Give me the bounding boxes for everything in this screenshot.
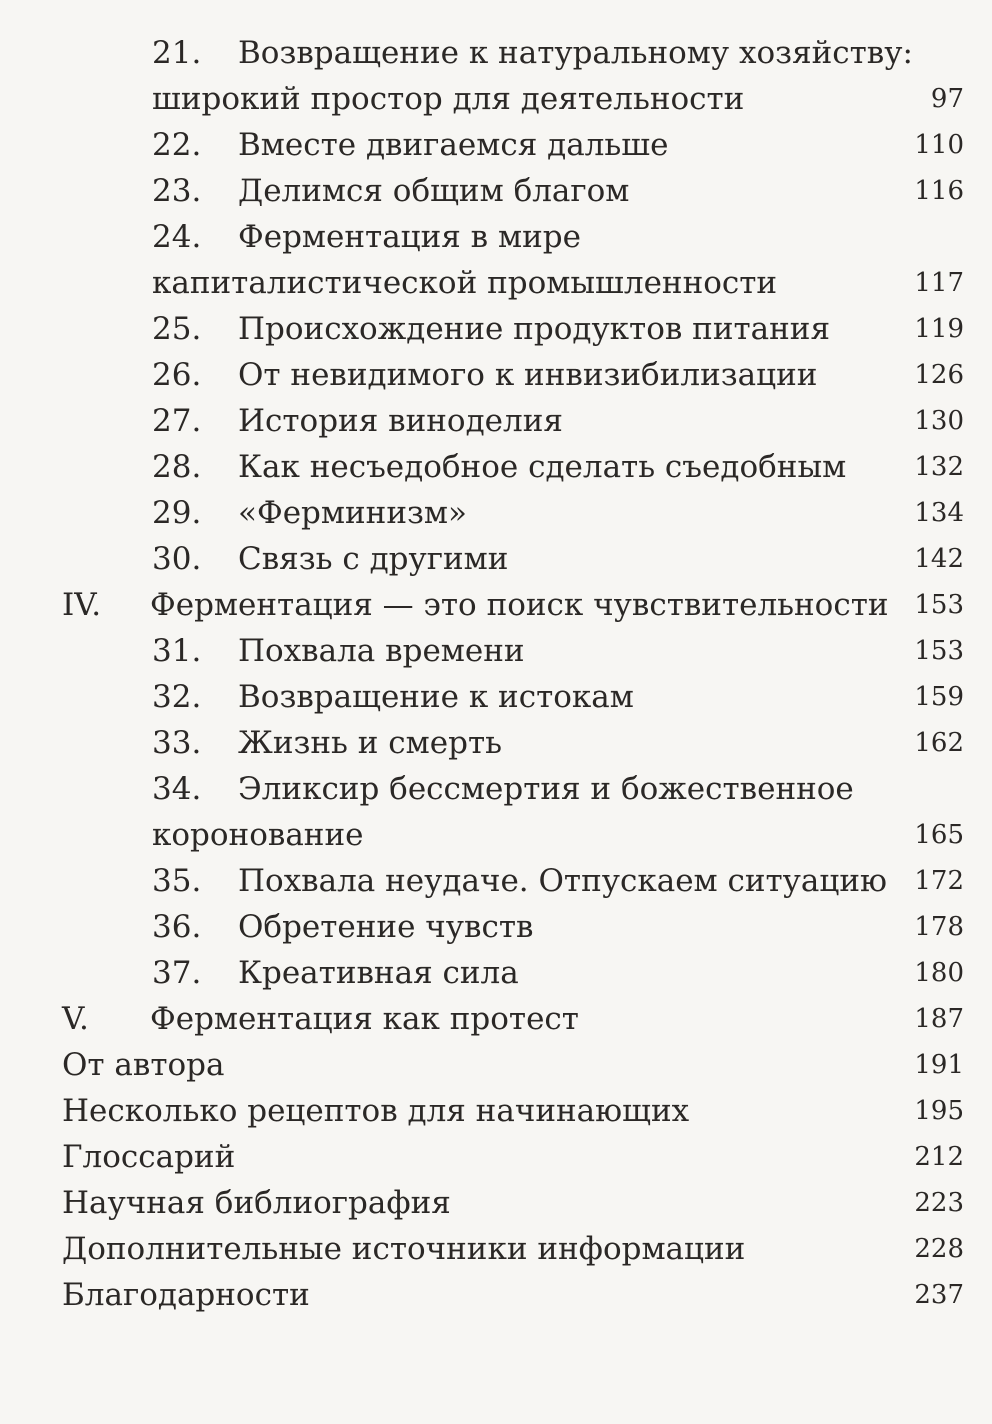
entry-title: История виноделия: [238, 403, 563, 439]
entry-number: 24.: [152, 219, 202, 255]
entry-title: Делимся общим благом: [238, 173, 630, 209]
entry-title: От автора: [62, 1047, 225, 1083]
entry-page: 172: [914, 866, 964, 896]
entry-title: Похвала времени: [238, 633, 525, 669]
entry-title: Связь с другими: [238, 541, 509, 577]
entry-page: 228: [914, 1234, 964, 1264]
toc-entry-30: [0, 539, 992, 579]
entry-page: 117: [914, 268, 964, 298]
entry-page: 153: [914, 636, 964, 666]
entry-page: 142: [914, 544, 964, 574]
entry-page: 212: [914, 1142, 964, 1172]
toc-entry-27: [0, 401, 992, 441]
entry-page: 97: [930, 84, 964, 114]
entry-page: 159: [914, 682, 964, 712]
entry-number: 27.: [152, 403, 202, 439]
entry-title: капиталистической промышленности: [152, 265, 778, 301]
entry-title: Происхождение продуктов питания: [238, 311, 831, 347]
entry-title: Дополнительные источники информации: [62, 1231, 746, 1267]
toc-entry-33: [0, 723, 992, 763]
toc-entry-36: [0, 907, 992, 947]
toc-entry-22: [0, 125, 992, 165]
toc-entry-bibliography: [0, 1183, 992, 1223]
toc-entry-21: [0, 33, 992, 73]
entry-page: 132: [914, 452, 964, 482]
toc-entry-from-author: [0, 1045, 992, 1085]
entry-number: 33.: [152, 725, 202, 761]
entry-title: коронование: [152, 817, 364, 853]
entry-number: 28.: [152, 449, 202, 485]
toc-entry-32: [0, 677, 992, 717]
toc-entry-29: [0, 493, 992, 533]
entry-page: 187: [914, 1004, 964, 1034]
toc-part-v: [0, 999, 992, 1039]
toc-entry-28: [0, 447, 992, 487]
entry-page: 180: [914, 958, 964, 988]
entry-number: 37.: [152, 955, 202, 991]
entry-page: 223: [914, 1188, 964, 1218]
entry-number: 22.: [152, 127, 202, 163]
entry-title: Ферментация — это поиск чувствительности: [150, 587, 889, 623]
toc-entry-23: [0, 171, 992, 211]
entry-number: 30.: [152, 541, 202, 577]
entry-title: широкий простор для деятельности: [152, 81, 745, 117]
entry-title: Глоссарий: [62, 1139, 236, 1175]
entry-number: 25.: [152, 311, 202, 347]
entry-title: Эликсир бессмертия и божественное: [238, 771, 854, 807]
entry-page: 191: [914, 1050, 964, 1080]
toc-entry-glossary: [0, 1137, 992, 1177]
entry-title: «Ферминизм»: [238, 495, 467, 531]
entry-title: Жизнь и смерть: [238, 725, 502, 761]
toc-part-iv: [0, 585, 992, 625]
entry-page: 237: [914, 1280, 964, 1310]
entry-title: Вместе двигаемся дальше: [238, 127, 669, 163]
toc-entry-35: [0, 861, 992, 901]
entry-number: 32.: [152, 679, 202, 715]
toc-entry-37: [0, 953, 992, 993]
toc-entry-additional-sources: [0, 1229, 992, 1269]
entry-number: 23.: [152, 173, 202, 209]
entry-title: Как несъедобное сделать съедобным: [238, 449, 847, 485]
entry-page: 116: [914, 176, 964, 206]
toc-entry-acknowledgements: [0, 1275, 992, 1315]
entry-number: V.: [62, 1001, 89, 1037]
toc-entry-26: [0, 355, 992, 395]
entry-page: 165: [914, 820, 964, 850]
entry-number: 26.: [152, 357, 202, 393]
entry-number: 31.: [152, 633, 202, 669]
entry-page: 110: [914, 130, 964, 160]
toc-entry-24: [0, 217, 992, 257]
entry-page: 130: [914, 406, 964, 436]
entry-number: 21.: [152, 35, 202, 71]
entry-page: 195: [914, 1096, 964, 1126]
entry-number: IV.: [62, 587, 102, 623]
entry-title: Возвращение к натуральному хозяйству:: [238, 35, 913, 71]
entry-number: 34.: [152, 771, 202, 807]
entry-page: 153: [914, 590, 964, 620]
entry-page: 162: [914, 728, 964, 758]
entry-page: 178: [914, 912, 964, 942]
entry-title: Ферментация в мире: [238, 219, 581, 255]
entry-title: Похвала неудаче. Отпускаем ситуацию: [238, 863, 887, 899]
entry-title: Несколько рецептов для начинающих: [62, 1093, 690, 1129]
entry-title: Креативная сила: [238, 955, 519, 991]
entry-number: 29.: [152, 495, 202, 531]
entry-title: Ферментация как протест: [150, 1001, 579, 1037]
entry-title: Научная библиография: [62, 1185, 451, 1221]
entry-page: 119: [914, 314, 964, 344]
entry-number: 35.: [152, 863, 202, 899]
entry-page: 134: [914, 498, 964, 528]
toc-entry-24-continued: [0, 263, 992, 303]
entry-title: От невидимого к инвизибилизации: [238, 357, 818, 393]
entry-page: 126: [914, 360, 964, 390]
toc-entry-34-continued: [0, 815, 992, 855]
entry-title: Благодарности: [62, 1277, 310, 1313]
toc-entry-recipes: [0, 1091, 992, 1131]
toc-entry-25: [0, 309, 992, 349]
toc-entry-34: [0, 769, 992, 809]
toc-entry-31: [0, 631, 992, 671]
entry-title: Обретение чувств: [238, 909, 534, 945]
entry-title: Возвращение к истокам: [238, 679, 634, 715]
toc-entry-21-continued: [0, 79, 992, 119]
entry-number: 36.: [152, 909, 202, 945]
